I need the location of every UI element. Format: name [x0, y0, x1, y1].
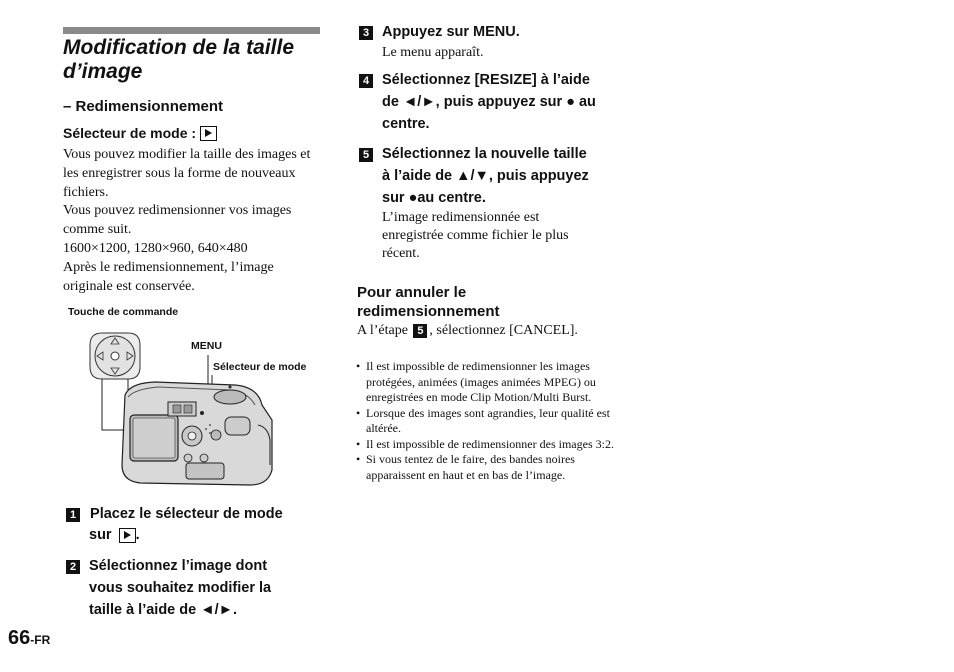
step-3-text: Appuyez sur MENU. [382, 24, 520, 40]
step-number-3: 3 [359, 26, 373, 40]
step-4-text [382, 69, 622, 135]
step-1-text: Placez le sélecteur de mode [90, 506, 283, 522]
step-2-line: taille à l’aide de ◄/►. [89, 602, 237, 618]
step-2 [66, 555, 80, 577]
step-1-text-2: sur [89, 527, 112, 543]
cancel-heading [357, 283, 500, 321]
cancel-text [357, 322, 578, 341]
control-button-enlarged-icon [90, 333, 140, 379]
cancel-heading-line: Pour annuler le [357, 284, 467, 301]
step-number-2: 2 [66, 560, 80, 574]
intro-line: fichiers. [63, 184, 109, 200]
step-1-line2: sur . [89, 527, 140, 543]
play-icon [200, 126, 217, 141]
cancel-heading-line: redimensionnement [357, 303, 500, 320]
notes-list [356, 359, 618, 483]
step-3 [359, 21, 373, 43]
note-item: • Il est impossible de redimensionner des images 3:2. [356, 437, 618, 453]
page-title: Modification de la taille d’image [63, 36, 295, 83]
step-4-line: Sélectionnez [RESIZE] à l’aide [382, 72, 590, 88]
step-2-line: Sélectionnez l’image dont [89, 558, 268, 574]
intro-paragraph [63, 146, 325, 296]
step-3-note: Le menu apparaît. [382, 45, 484, 60]
mode-selector-line [63, 125, 217, 141]
page-number-suffix: -FR [30, 633, 51, 647]
step-number-5: 5 [359, 148, 373, 162]
intro-line: Vous pouvez redimensionner vos images [63, 203, 292, 219]
step-2-text [89, 555, 319, 621]
intro-line: Après le redimensionnement, l’image [63, 259, 274, 275]
label-touche-de-commande: Touche de commande [68, 306, 179, 318]
step-4-line: de ◄/►, puis appuyez sur ● au [382, 94, 596, 110]
mode-selector-label: Sélecteur de mode : [63, 125, 197, 141]
note-item: • Lorsque des images sont agrandies, leur qualité est altérée. [356, 406, 618, 437]
play-icon [119, 528, 136, 543]
note-item: • Si vous tentez de le faire, des bandes noires apparaissent en haut et en bas de l’image. [356, 452, 618, 483]
label-selecteur-de-mode: Sélecteur de mode [213, 361, 307, 373]
cancel-text-before: A l’étape [357, 323, 408, 338]
step-5 [359, 143, 373, 165]
step-5-note [382, 209, 622, 262]
camera-body [122, 382, 272, 485]
section-subtitle: – Redimensionnement [63, 98, 224, 115]
step-4 [359, 69, 373, 91]
page-number-value: 66 [8, 627, 31, 649]
step-5-note-line: enregistrée comme fichier le plus [382, 227, 569, 243]
cancel-step-ref: 5 [413, 324, 427, 338]
step-number-1: 1 [66, 508, 80, 522]
intro-line: 1600×1200, 1280×960, 640×480 [63, 240, 248, 256]
page-number [8, 627, 50, 650]
intro-line: originale est conservée. [63, 278, 195, 294]
label-menu: MENU [191, 340, 222, 352]
step-5-note-line: récent. [382, 245, 420, 261]
intro-line: comme suit. [63, 222, 132, 238]
step-5-note-line: L’image redimensionnée est [382, 210, 540, 225]
step-5-text [382, 143, 622, 209]
camera-illustration [80, 325, 290, 490]
step-5-line: à l’aide de ▲/▼, puis appuyez [382, 168, 589, 184]
cancel-text-after: , sélectionnez [CANCEL]. [429, 323, 578, 338]
step-5-line: sur ●au centre. [382, 190, 486, 206]
step-5-line: Sélectionnez la nouvelle taille [382, 146, 587, 162]
note-item: • Il est impossible de redimensionner les images protégées, animées (images animées MPEG) ou enregistrées en mode Clip Motion/Multi Burst. [356, 359, 618, 406]
title-rule [63, 27, 320, 34]
step-number-4: 4 [359, 74, 373, 88]
intro-line: les enregistrer sous la forme de nouveaux [63, 165, 296, 181]
intro-line: Vous pouvez modifier la taille des images et [63, 147, 311, 162]
step-4-line: centre. [382, 116, 430, 132]
step-2-line: vous souhaitez modifier la [89, 580, 272, 596]
step-1 [66, 503, 283, 525]
